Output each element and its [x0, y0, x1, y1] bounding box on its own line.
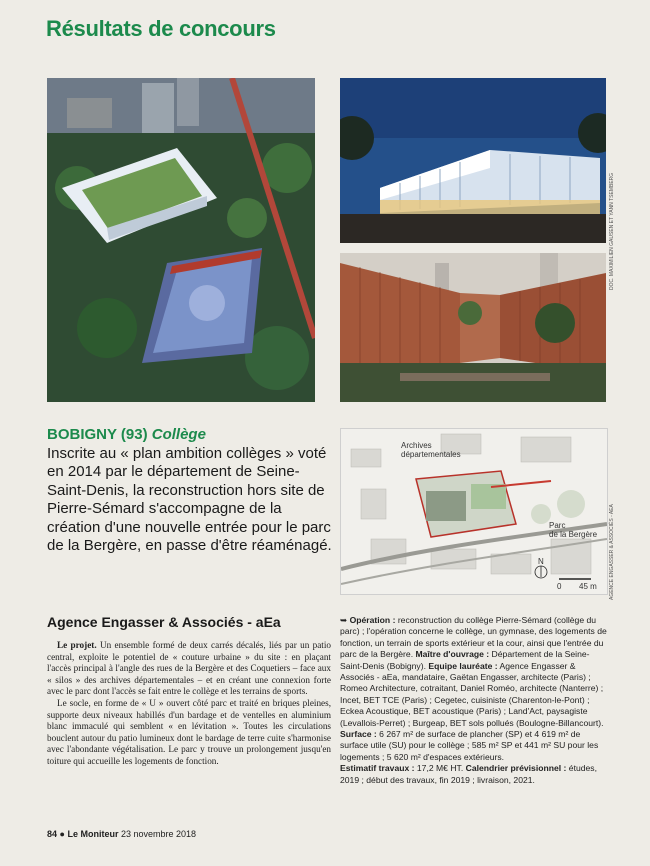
scale-end: 45 m	[579, 582, 597, 591]
equipe-label: Equipe lauréate :	[428, 660, 498, 671]
city-label: BOBIGNY (93)	[47, 426, 148, 443]
map-label-parc: Parc de la Bergère	[549, 521, 598, 539]
calendrier-text: études, 2019 ; début des travaux, fin 2019 ; livraison, 2021.	[340, 763, 597, 785]
arrow-icon: ➥	[340, 615, 348, 625]
scale-start: 0	[557, 582, 562, 591]
calendrier-label: Calendrier prévisionnel :	[465, 763, 567, 774]
map-label-archives: Archives départementales	[401, 441, 461, 459]
lead-text: Inscrite au « plan ambition collèges » voté en 2014 par le département de Seine-Saint-Denis, la reconstruction hors site de Pierre-Sémard s'accompagne de la création d'une nouvelle entrée pour le parc de la Bergère, en passe d'être réaménagé.	[47, 444, 332, 554]
patio-render-photo	[340, 253, 606, 402]
lead-paragraph	[47, 426, 332, 556]
project-text-1: Un ensemble formé de deux carrés décalés, liés par un patio central, exploite le potentiel de « couture urbaine » du site : en plaçant l'accès principal à l'angle des rues de la Bergère et des Coquetiers – face aux « silos » des archives départementales – et en créant une connexion forte avec le parc dont l'accès se fait entre le collège et les terrains de sports.	[47, 640, 331, 697]
building-type-label: Collège	[151, 426, 206, 443]
map-credit: AGENCE ENGASSER & ASSOCIÉS - AEA	[609, 504, 615, 600]
footer-bullet: ●	[59, 829, 65, 839]
surface-label: Surface :	[340, 729, 377, 740]
site-plan-map	[340, 428, 608, 595]
page-number: 84	[47, 829, 58, 839]
page-footer	[47, 829, 196, 839]
agency-title: Agence Engasser & Associés - aEa	[47, 614, 281, 630]
moa-text: Département de la Seine-Saint-Denis (Bobigny).	[340, 649, 590, 671]
photo-credit: DOC. MAXIMILIEN GAUSEN ET YANN TSEMBERG	[609, 172, 615, 290]
north-indicator: N	[538, 557, 544, 566]
project-info-sheet	[340, 615, 610, 786]
project-paragraph-2: Le socle, en forme de « U » ouvert côté parc et traité en briques pleines, supporte deux niveaux habillés d'un bardage et de ventelles en aluminium blanc immaculé qui semblent « en lévitation ». Toutes les circulations bouclent autour du patio lumineux dont le bardage de terre cuite s'harmonise avec l'abondante végétalisation. Le parc y trouve un prolongement jusqu'en toiture qui accueille les logements de fonction.	[47, 697, 331, 766]
project-description	[47, 640, 331, 768]
estimatif-text: 17,2 M€ HT.	[414, 763, 466, 774]
aerial-render-photo	[47, 78, 315, 402]
facade-night-render-photo	[340, 78, 606, 243]
operation-label: Opération :	[349, 615, 396, 625]
estimatif-label: Estimatif travaux :	[340, 763, 415, 774]
operation-text: reconstruction du collège Pierre-Sémard (collège du parc) ; l'opération concerne le collège, un gymnase, des logements de fonction, un terrain de sports extérieur et la cour, ainsi que l'entrée du parc de la Bergère.	[340, 615, 607, 660]
project-paragraph-1	[47, 640, 331, 698]
section-title: Résultats de concours	[46, 16, 276, 41]
moa-label: Maître d'ouvrage :	[415, 649, 490, 660]
issue-date: 23 novembre 2018	[121, 829, 197, 839]
magazine-name: Le Moniteur	[67, 829, 119, 839]
project-label: Le projet.	[57, 640, 97, 650]
surface-text: 6 267 m² de surface de plancher (SP) et 4 619 m² de surface utile (SU) pour le collège ; 585 m² SP et 441 m² SU pour les logements ; 5 620 m² d'espaces extérieurs.	[340, 729, 599, 762]
equipe-text: Agence Engasser & Associés - aEa, mandataire, Gaëtan Engasser, architecte (Paris) ; Romeo Architecture, cotraitant, Daniel Roméo, architecte (Nanterre) ; Incet, BET TCE (Paris) ; Cegetec, cuisiniste (Charenton-le-Pont) ; Eckea Acoustique, BET acoustique (Paris) ; Land'Act, paysagiste (Levallois-Perret) ; Burgeap, BET sols pollués (Boulogne-Billancourt).	[340, 660, 604, 728]
